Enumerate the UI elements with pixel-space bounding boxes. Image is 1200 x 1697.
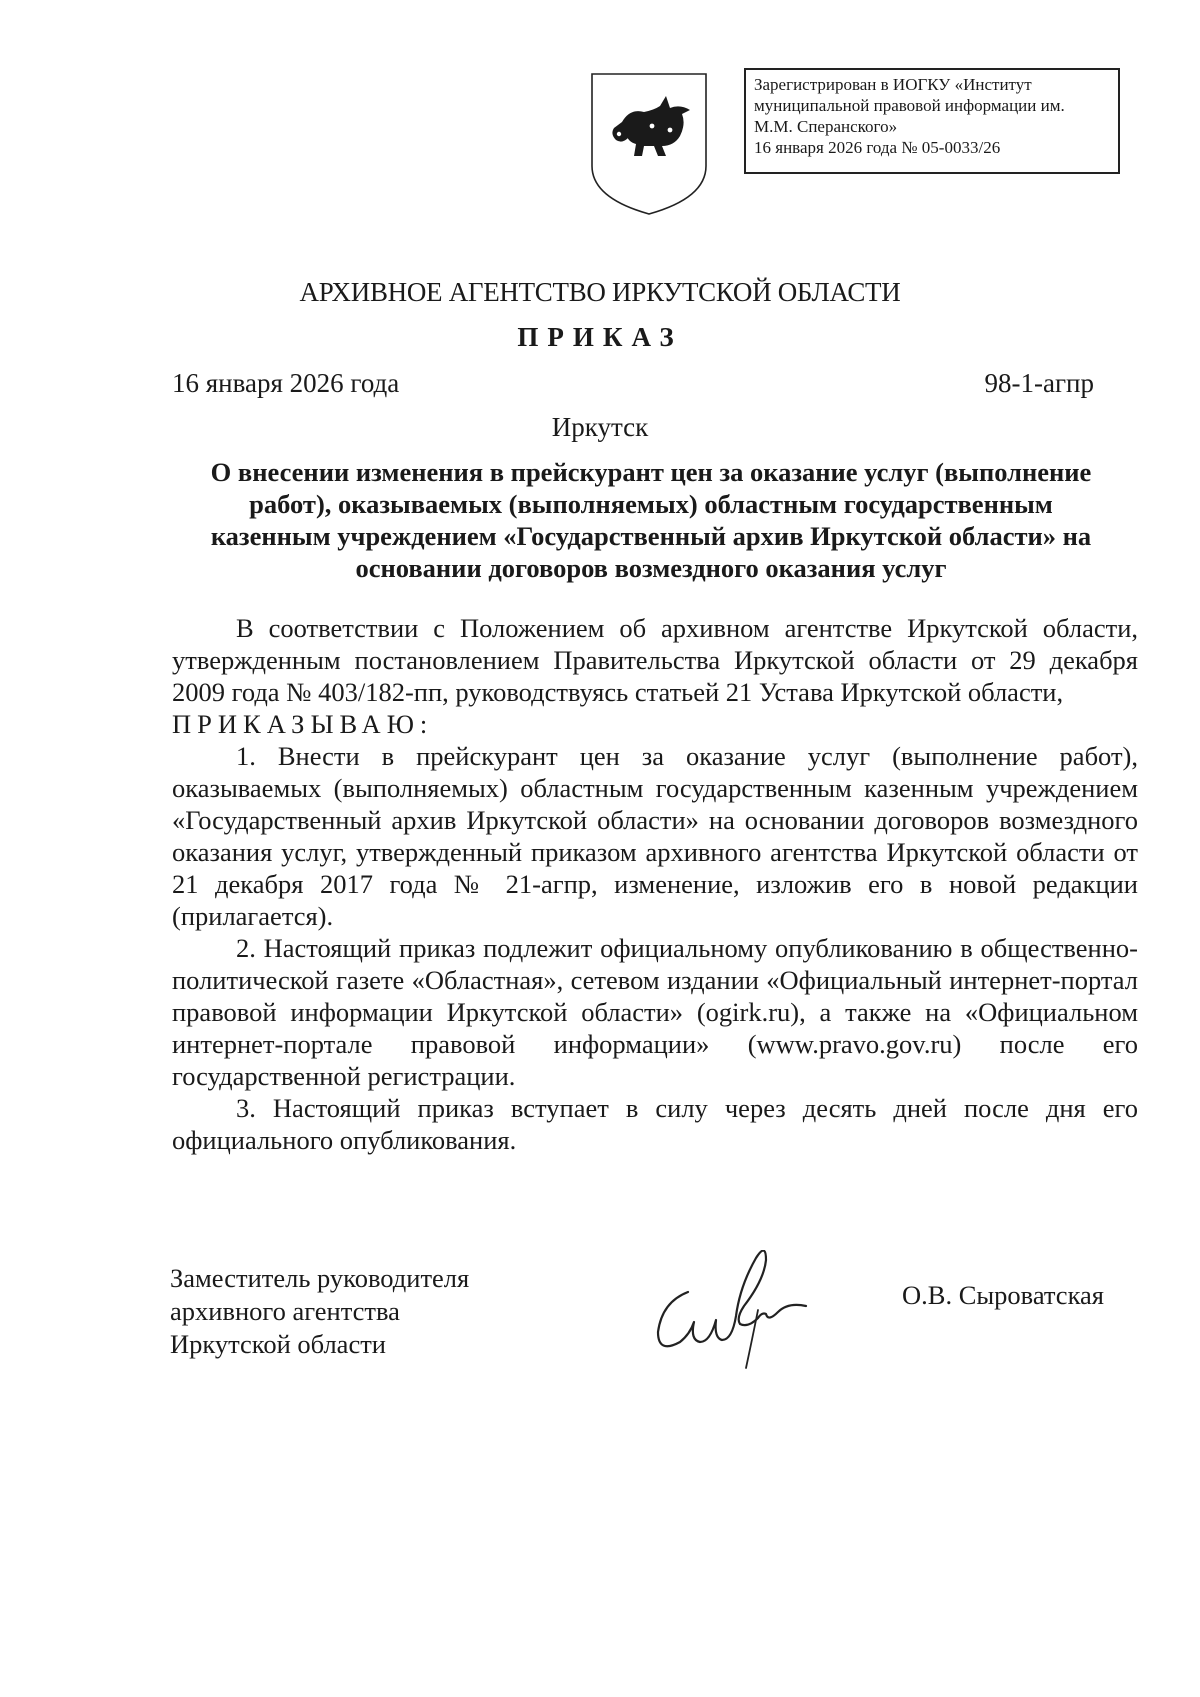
stamp-line: 16 января 2026 года № 05-0033/26	[754, 138, 1001, 157]
document-type: ПРИКАЗ	[517, 322, 683, 352]
signatory-name: О.В. Сыроватская	[902, 1280, 1104, 1310]
registration-stamp	[744, 68, 1120, 174]
position-line: Заместитель руководителя	[170, 1263, 470, 1293]
order-word: ПРИКАЗЫВАЮ:	[172, 709, 434, 739]
order-item: 1. Внести в прейскурант цен за оказание услуг (выполнение работ), оказываемых (выполняемых) областным государственным казенным учреждением «Государственный архив Иркутской области» на основании договоров возмездного оказания услуг, утвержденный приказом архивного агентства Иркутской области от 21 декабря 2017 года № 21-агпр, изменение, изложив его в новой редакции (прилагается).	[172, 741, 1138, 931]
signatory-position	[170, 1262, 469, 1361]
handwritten-signature	[648, 1250, 828, 1370]
coat-of-arms-icon	[586, 70, 712, 218]
document-city: Иркутск	[551, 412, 649, 442]
stamp-line: М.М. Сперанского»	[754, 117, 898, 136]
stamp-line: Зарегистрирован в ИОГКУ «Институт	[754, 75, 1032, 94]
position-line: Иркутской области	[170, 1329, 386, 1359]
title-line: казенным учреждением «Государственный архив Иркутской области» на	[210, 521, 1092, 551]
document-body	[172, 612, 1138, 1156]
document-date: 16 января 2026 года	[172, 368, 400, 398]
title-line: О внесении изменения в прейскурант цен за оказание услуг (выполнение	[210, 457, 1092, 487]
position-line: архивного агентства	[170, 1296, 400, 1326]
title-line: работ), оказываемых (выполняемых) областным государственным	[249, 489, 1053, 519]
preamble-paragraph: В соответствии с Положением об архивном агентстве Иркутской области, утвержденным постановлением Правительства Иркутской области от 29 декабря 2009 года № 403/182-пп, руководствуясь статьей 21 Устава Иркутской области,	[172, 613, 1138, 707]
document-title	[170, 456, 1132, 584]
document-number: 98-1-агпр	[984, 368, 1094, 398]
order-item: 2. Настоящий приказ подлежит официальному опубликованию в общественно-политической газете «Областная», сетевом издании «Официальный интернет-портал правовой информации Иркутской области» (ogirk.ru), а также на «Официальном интернет-портале правовой информации» (www.pravo.gov.ru) после его государственной регистрации.	[172, 933, 1138, 1091]
order-item: 3. Настоящий приказ вступает в силу через десять дней после дня его официального опубликования.	[172, 1093, 1138, 1155]
organization-name: АРХИВНОЕ АГЕНТСТВО ИРКУТСКОЙ ОБЛАСТИ	[299, 277, 901, 307]
stamp-line: муниципальной правовой информации им.	[754, 96, 1065, 115]
title-line: основании договоров возмездного оказания услуг	[355, 553, 947, 583]
